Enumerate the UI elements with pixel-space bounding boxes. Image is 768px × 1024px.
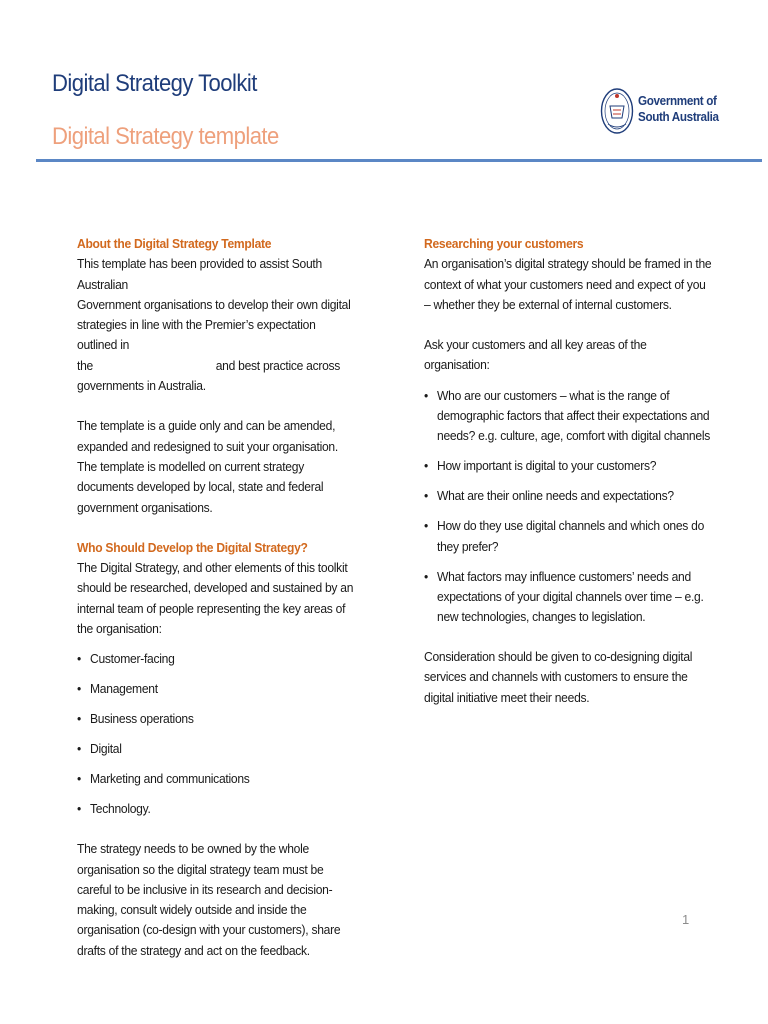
government-seal-icon bbox=[600, 84, 634, 138]
who-closing: The strategy needs to be owned by the whole organisation so the digital strategy team must be careful to be inclusive in its research and decision-making, consult widely outside and inside the organisation (co-design with your customers), share drafts of the strategy and act on the feedback. bbox=[77, 841, 341, 958]
government-logo bbox=[600, 84, 730, 138]
list-item: • How important is digital to your customers? bbox=[424, 458, 657, 474]
page-number: 1 bbox=[682, 912, 690, 927]
about-paragraph-2: The template is a guide only and can be amended, expanded and redesigned to suit your organisation. The template is modelled on current strategy documents developed by local, state and federal government organisations. bbox=[77, 418, 338, 515]
who-heading: Who Should Develop the Digital Strategy? bbox=[77, 539, 308, 555]
about-paragraph-1: This template has been provided to assist South Australian Government organisations to develop their own digital strategies in line with the Premier’s expectation outlined in the and best practice across governments in Australia. bbox=[77, 256, 351, 394]
document-title: Digital Strategy Toolkit bbox=[52, 70, 257, 97]
about-heading: About the Digital Strategy Template bbox=[77, 236, 272, 251]
researching-heading: Researching your customers bbox=[424, 236, 584, 251]
list-item: • Business operations bbox=[77, 711, 194, 727]
researching-closing: Consideration should be given to co-designing digital services and channels with customers to ensure the digital initiative meet their needs. bbox=[424, 649, 693, 705]
right-column bbox=[424, 234, 714, 708]
list-item: • Who are our customers – what is the range of demographic factors that affect their expectations and needs? e.g. culture, age, comfort with digital channels bbox=[424, 387, 710, 444]
header-divider bbox=[36, 159, 762, 162]
left-column bbox=[77, 234, 355, 961]
list-item: • Marketing and communications bbox=[77, 771, 250, 787]
list-item: • Customer-facing bbox=[77, 651, 175, 667]
document-subtitle: Digital Strategy template bbox=[52, 123, 279, 150]
list-item: • Digital bbox=[77, 741, 122, 757]
list-item: • How do they use digital channels and which ones do they prefer? bbox=[424, 518, 705, 554]
list-item: • Technology. bbox=[77, 801, 151, 817]
government-logo-text: Government of South Australia bbox=[638, 93, 719, 124]
researching-bullet-list bbox=[424, 386, 714, 628]
list-item: • What are their online needs and expectations? bbox=[424, 488, 674, 504]
list-item: • Management bbox=[77, 681, 158, 697]
list-item: • What factors may influence customers’ needs and expectations of your digital channels over time – e.g. new technologies, changes to legislation. bbox=[424, 568, 704, 625]
researching-ask: Ask your customers and all key areas of the organisation: bbox=[424, 337, 647, 373]
researching-intro: An organisation’s digital strategy should be framed in the context of what your customers need and expect of you – whether they be external of internal customers. bbox=[424, 256, 712, 312]
who-bullet-list bbox=[77, 649, 356, 819]
who-intro: The Digital Strategy, and other elements of this toolkit should be researched, developed and sustained by an internal team of people representing the key areas of the organisation: bbox=[77, 560, 354, 637]
